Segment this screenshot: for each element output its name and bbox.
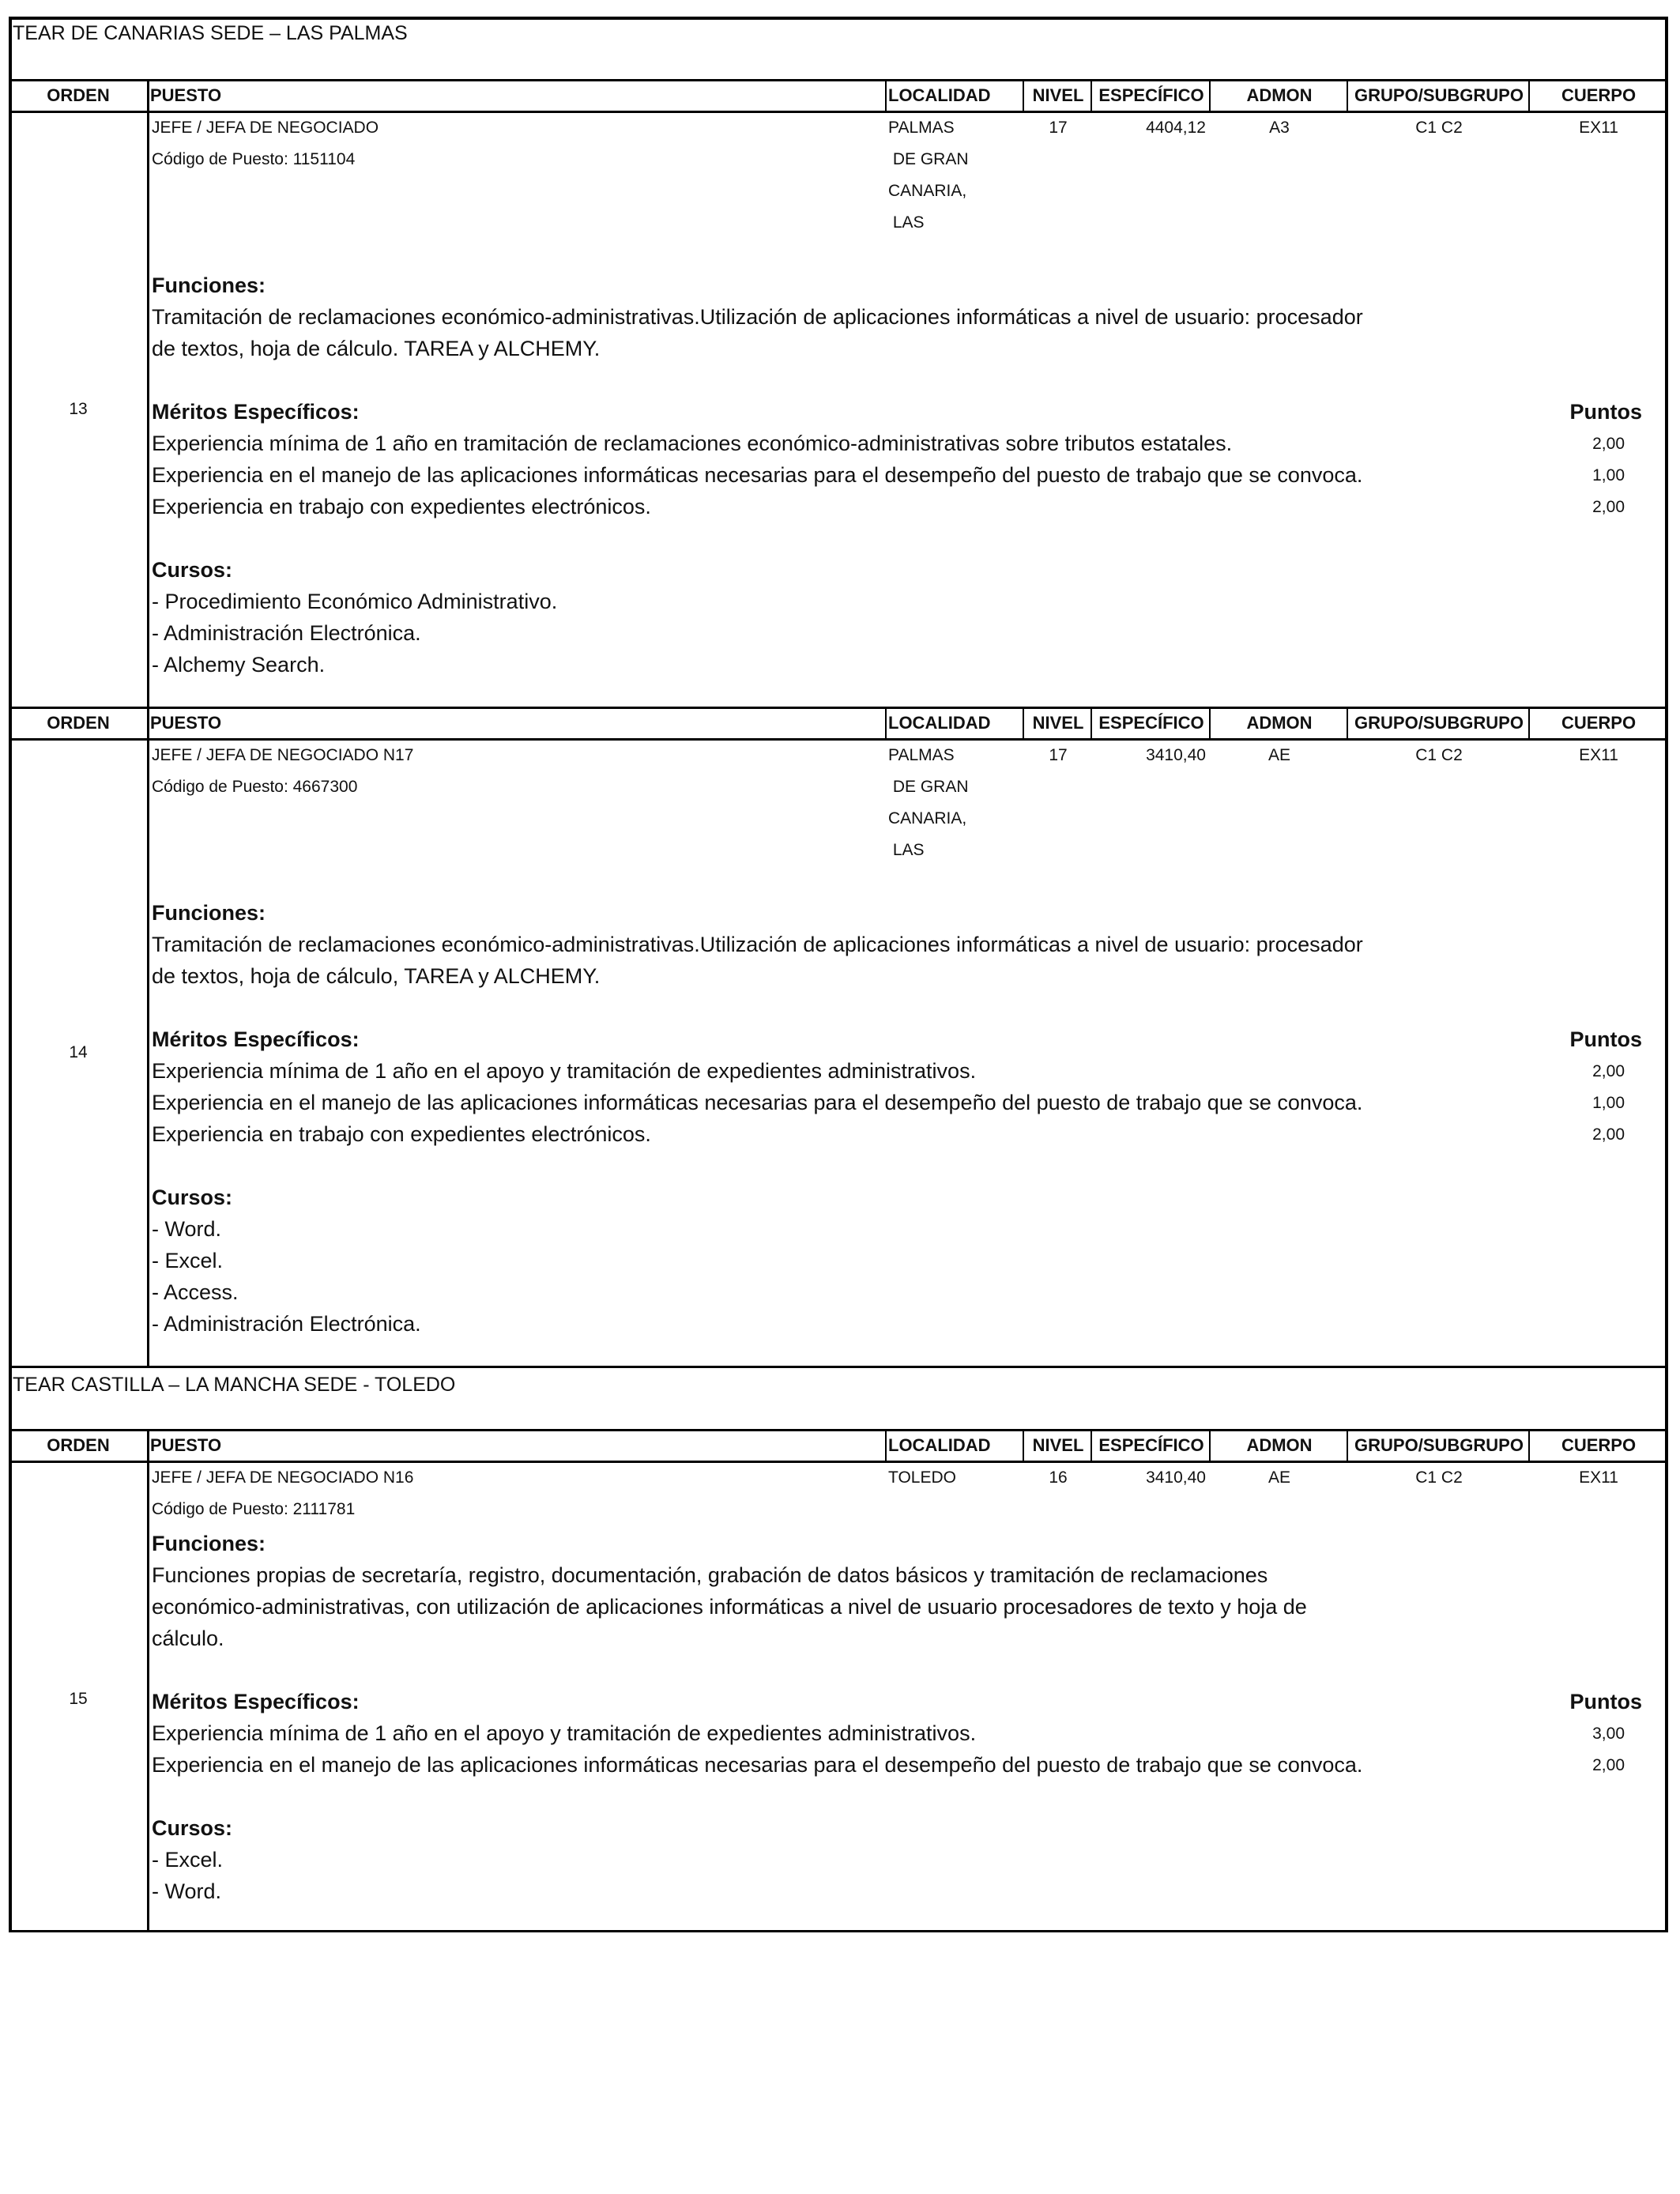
puesto-name: JEFE / JEFA DE NEGOCIADO N16 <box>152 1468 414 1487</box>
header-puesto: PUESTO <box>150 85 222 105</box>
merito-puntos: 2,00 <box>1592 1062 1625 1080</box>
merito-puntos: 1,00 <box>1592 466 1625 484</box>
grupo-value: C1 C2 <box>1415 746 1463 764</box>
codigo-puesto: Código de Puesto: 2111781 <box>152 1500 356 1518</box>
puesto-name: JEFE / JEFA DE NEGOCIADO <box>152 119 379 137</box>
header-orden: ORDEN <box>47 1435 110 1455</box>
header-cuerpo: CUERPO <box>1561 713 1637 733</box>
grupo-value: C1 C2 <box>1415 1468 1463 1487</box>
rule <box>9 111 1668 113</box>
rule <box>9 1429 1668 1431</box>
localidad-line: TOLEDO <box>888 1468 956 1487</box>
rule <box>9 1366 1668 1368</box>
orden-number: 14 <box>69 1043 88 1061</box>
curso-item: - Procedimiento Económico Administrativo. <box>152 590 558 613</box>
section-title: TEAR CASTILLA – LA MANCHA SEDE - TOLEDO <box>13 1374 456 1396</box>
header-divider <box>1209 1429 1211 1461</box>
nivel-value: 17 <box>1049 119 1068 137</box>
cursos-label: Cursos: <box>152 1816 233 1840</box>
codigo-puesto: Código de Puesto: 4667300 <box>152 778 358 796</box>
meritos-label: Méritos Específicos: <box>152 1690 360 1713</box>
header-admon: ADMON <box>1246 85 1313 105</box>
header-divider <box>1528 707 1530 738</box>
merito-line: Experiencia mínima de 1 año en el apoyo y tramitación de expedientes administrativos. <box>152 1059 977 1083</box>
puntos-label: Puntos <box>1569 1027 1642 1051</box>
header-divider <box>1023 1429 1024 1461</box>
rule <box>9 1461 1668 1463</box>
localidad-line: DE GRAN <box>888 150 969 168</box>
admon-value: AE <box>1268 746 1290 764</box>
especifico-value: 3410,40 <box>1146 746 1206 764</box>
merito-puntos: 2,00 <box>1592 435 1625 453</box>
localidad-line: CANARIA, <box>888 182 967 200</box>
admon-value: AE <box>1268 1468 1290 1487</box>
puesto-name: JEFE / JEFA DE NEGOCIADO N17 <box>152 746 414 764</box>
column-divider <box>147 79 149 707</box>
funciones-line: Tramitación de reclamaciones económico-administrativas.Utilización de aplicaciones informáticas a nivel de usuario: procesador <box>152 933 1363 956</box>
curso-item: - Excel. <box>152 1848 224 1872</box>
cursos-label: Cursos: <box>152 558 233 582</box>
header-orden: ORDEN <box>47 713 110 733</box>
localidad-line: DE GRAN <box>888 778 969 796</box>
section-title: TEAR DE CANARIAS SEDE – LAS PALMAS <box>13 22 408 44</box>
header-divider <box>885 1429 887 1461</box>
column-divider <box>147 707 149 1366</box>
merito-line: Experiencia en trabajo con expedientes electrónicos. <box>152 1122 651 1146</box>
merito-line: Experiencia en el manejo de las aplicaciones informáticas necesarias para el desempeño del puesto de trabajo que se convoca. <box>152 1091 1363 1114</box>
curso-item: - Excel. <box>152 1249 224 1272</box>
nivel-value: 17 <box>1049 746 1068 764</box>
header-divider <box>1528 79 1530 111</box>
header-divider <box>1347 1429 1348 1461</box>
header-divider <box>1528 1429 1530 1461</box>
header-localidad: LOCALIDAD <box>888 85 991 105</box>
codigo-puesto: Código de Puesto: 1151104 <box>152 150 356 168</box>
header-cuerpo: CUERPO <box>1561 1435 1637 1455</box>
localidad-line: LAS <box>888 841 925 859</box>
header-nivel: NIVEL <box>1032 713 1084 733</box>
especifico-value: 3410,40 <box>1146 1468 1206 1487</box>
header-nivel: NIVEL <box>1032 1435 1084 1455</box>
merito-line: Experiencia mínima de 1 año en el apoyo y tramitación de expedientes administrativos. <box>152 1721 977 1745</box>
column-divider <box>147 1429 149 1932</box>
merito-puntos: 1,00 <box>1592 1094 1625 1112</box>
localidad-line: CANARIA, <box>888 809 967 827</box>
grupo-value: C1 C2 <box>1415 119 1463 137</box>
merito-puntos: 2,00 <box>1592 498 1625 516</box>
funciones-line: Tramitación de reclamaciones económico-administrativas.Utilización de aplicaciones informáticas a nivel de usuario: procesador <box>152 305 1363 329</box>
curso-item: - Administración Electrónica. <box>152 621 421 645</box>
header-orden: ORDEN <box>47 85 110 105</box>
merito-line: Experiencia en trabajo con expedientes electrónicos. <box>152 495 651 518</box>
header-divider <box>1090 79 1092 111</box>
curso-item: - Alchemy Search. <box>152 653 326 677</box>
header-grupo: GRUPO/SUBGRUPO <box>1354 1435 1524 1455</box>
cuerpo-value: EX11 <box>1579 1468 1618 1487</box>
localidad-line: LAS <box>888 213 925 232</box>
rule <box>9 738 1668 741</box>
cursos-label: Cursos: <box>152 1186 233 1209</box>
nivel-value: 16 <box>1049 1468 1068 1487</box>
merito-puntos: 2,00 <box>1592 1756 1625 1774</box>
merito-line: Experiencia en el manejo de las aplicaciones informáticas necesarias para el desempeño del puesto de trabajo que se convoca. <box>152 1753 1363 1777</box>
localidad-line: PALMAS <box>888 119 955 137</box>
orden-number: 13 <box>69 400 88 418</box>
header-especifico: ESPECÍFICO <box>1098 85 1204 105</box>
header-divider <box>1090 1429 1092 1461</box>
funciones-line: Funciones propias de secretaría, registro, documentación, grabación de datos básicos y tramitación de reclamaciones <box>152 1563 1268 1587</box>
merito-line: Experiencia mínima de 1 año en tramitación de reclamaciones económico-administrativas sobre tributos estatales. <box>152 432 1233 455</box>
funciones-label: Funciones: <box>152 901 266 925</box>
rule <box>9 707 1668 709</box>
header-cuerpo: CUERPO <box>1561 85 1637 105</box>
header-puesto: PUESTO <box>150 1435 222 1455</box>
header-grupo: GRUPO/SUBGRUPO <box>1354 713 1524 733</box>
header-divider <box>1023 707 1024 738</box>
cuerpo-value: EX11 <box>1579 119 1618 137</box>
meritos-label: Méritos Específicos: <box>152 1027 360 1051</box>
funciones-line: económico-administrativas, con utilización de aplicaciones informáticas a nivel de usuario procesadores de texto y hoja de <box>152 1595 1307 1619</box>
header-localidad: LOCALIDAD <box>888 1435 991 1455</box>
header-divider <box>1347 707 1348 738</box>
header-admon: ADMON <box>1246 1435 1313 1455</box>
header-divider <box>1023 79 1024 111</box>
funciones-label: Funciones: <box>152 273 266 297</box>
header-divider <box>1209 79 1211 111</box>
header-divider <box>1209 707 1211 738</box>
funciones-label: Funciones: <box>152 1532 266 1555</box>
admon-value: A3 <box>1269 119 1290 137</box>
merito-puntos: 2,00 <box>1592 1125 1625 1144</box>
curso-item: - Word. <box>152 1879 222 1903</box>
curso-item: - Administración Electrónica. <box>152 1312 421 1336</box>
header-divider <box>1090 707 1092 738</box>
merito-line: Experiencia en el manejo de las aplicaciones informáticas necesarias para el desempeño del puesto de trabajo que se convoca. <box>152 463 1363 487</box>
header-localidad: LOCALIDAD <box>888 713 991 733</box>
orden-number: 15 <box>69 1690 88 1708</box>
meritos-label: Méritos Específicos: <box>152 400 360 424</box>
localidad-line: PALMAS <box>888 746 955 764</box>
puntos-label: Puntos <box>1569 400 1642 424</box>
merito-puntos: 3,00 <box>1592 1725 1625 1743</box>
header-grupo: GRUPO/SUBGRUPO <box>1354 85 1524 105</box>
curso-item: - Word. <box>152 1217 222 1241</box>
cuerpo-value: EX11 <box>1579 746 1618 764</box>
header-divider <box>1347 79 1348 111</box>
funciones-line: de textos, hoja de cálculo, TAREA y ALCHEMY. <box>152 964 601 988</box>
header-admon: ADMON <box>1246 713 1313 733</box>
header-especifico: ESPECÍFICO <box>1098 1435 1204 1455</box>
header-divider <box>885 707 887 738</box>
header-especifico: ESPECÍFICO <box>1098 713 1204 733</box>
header-puesto: PUESTO <box>150 713 222 733</box>
header-divider <box>885 79 887 111</box>
header-nivel: NIVEL <box>1032 85 1084 105</box>
curso-item: - Access. <box>152 1280 239 1304</box>
rule <box>9 79 1668 81</box>
funciones-line: cálculo. <box>152 1627 224 1650</box>
funciones-line: de textos, hoja de cálculo. TAREA y ALCHEMY. <box>152 337 601 360</box>
puntos-label: Puntos <box>1569 1690 1642 1713</box>
especifico-value: 4404,12 <box>1146 119 1206 137</box>
